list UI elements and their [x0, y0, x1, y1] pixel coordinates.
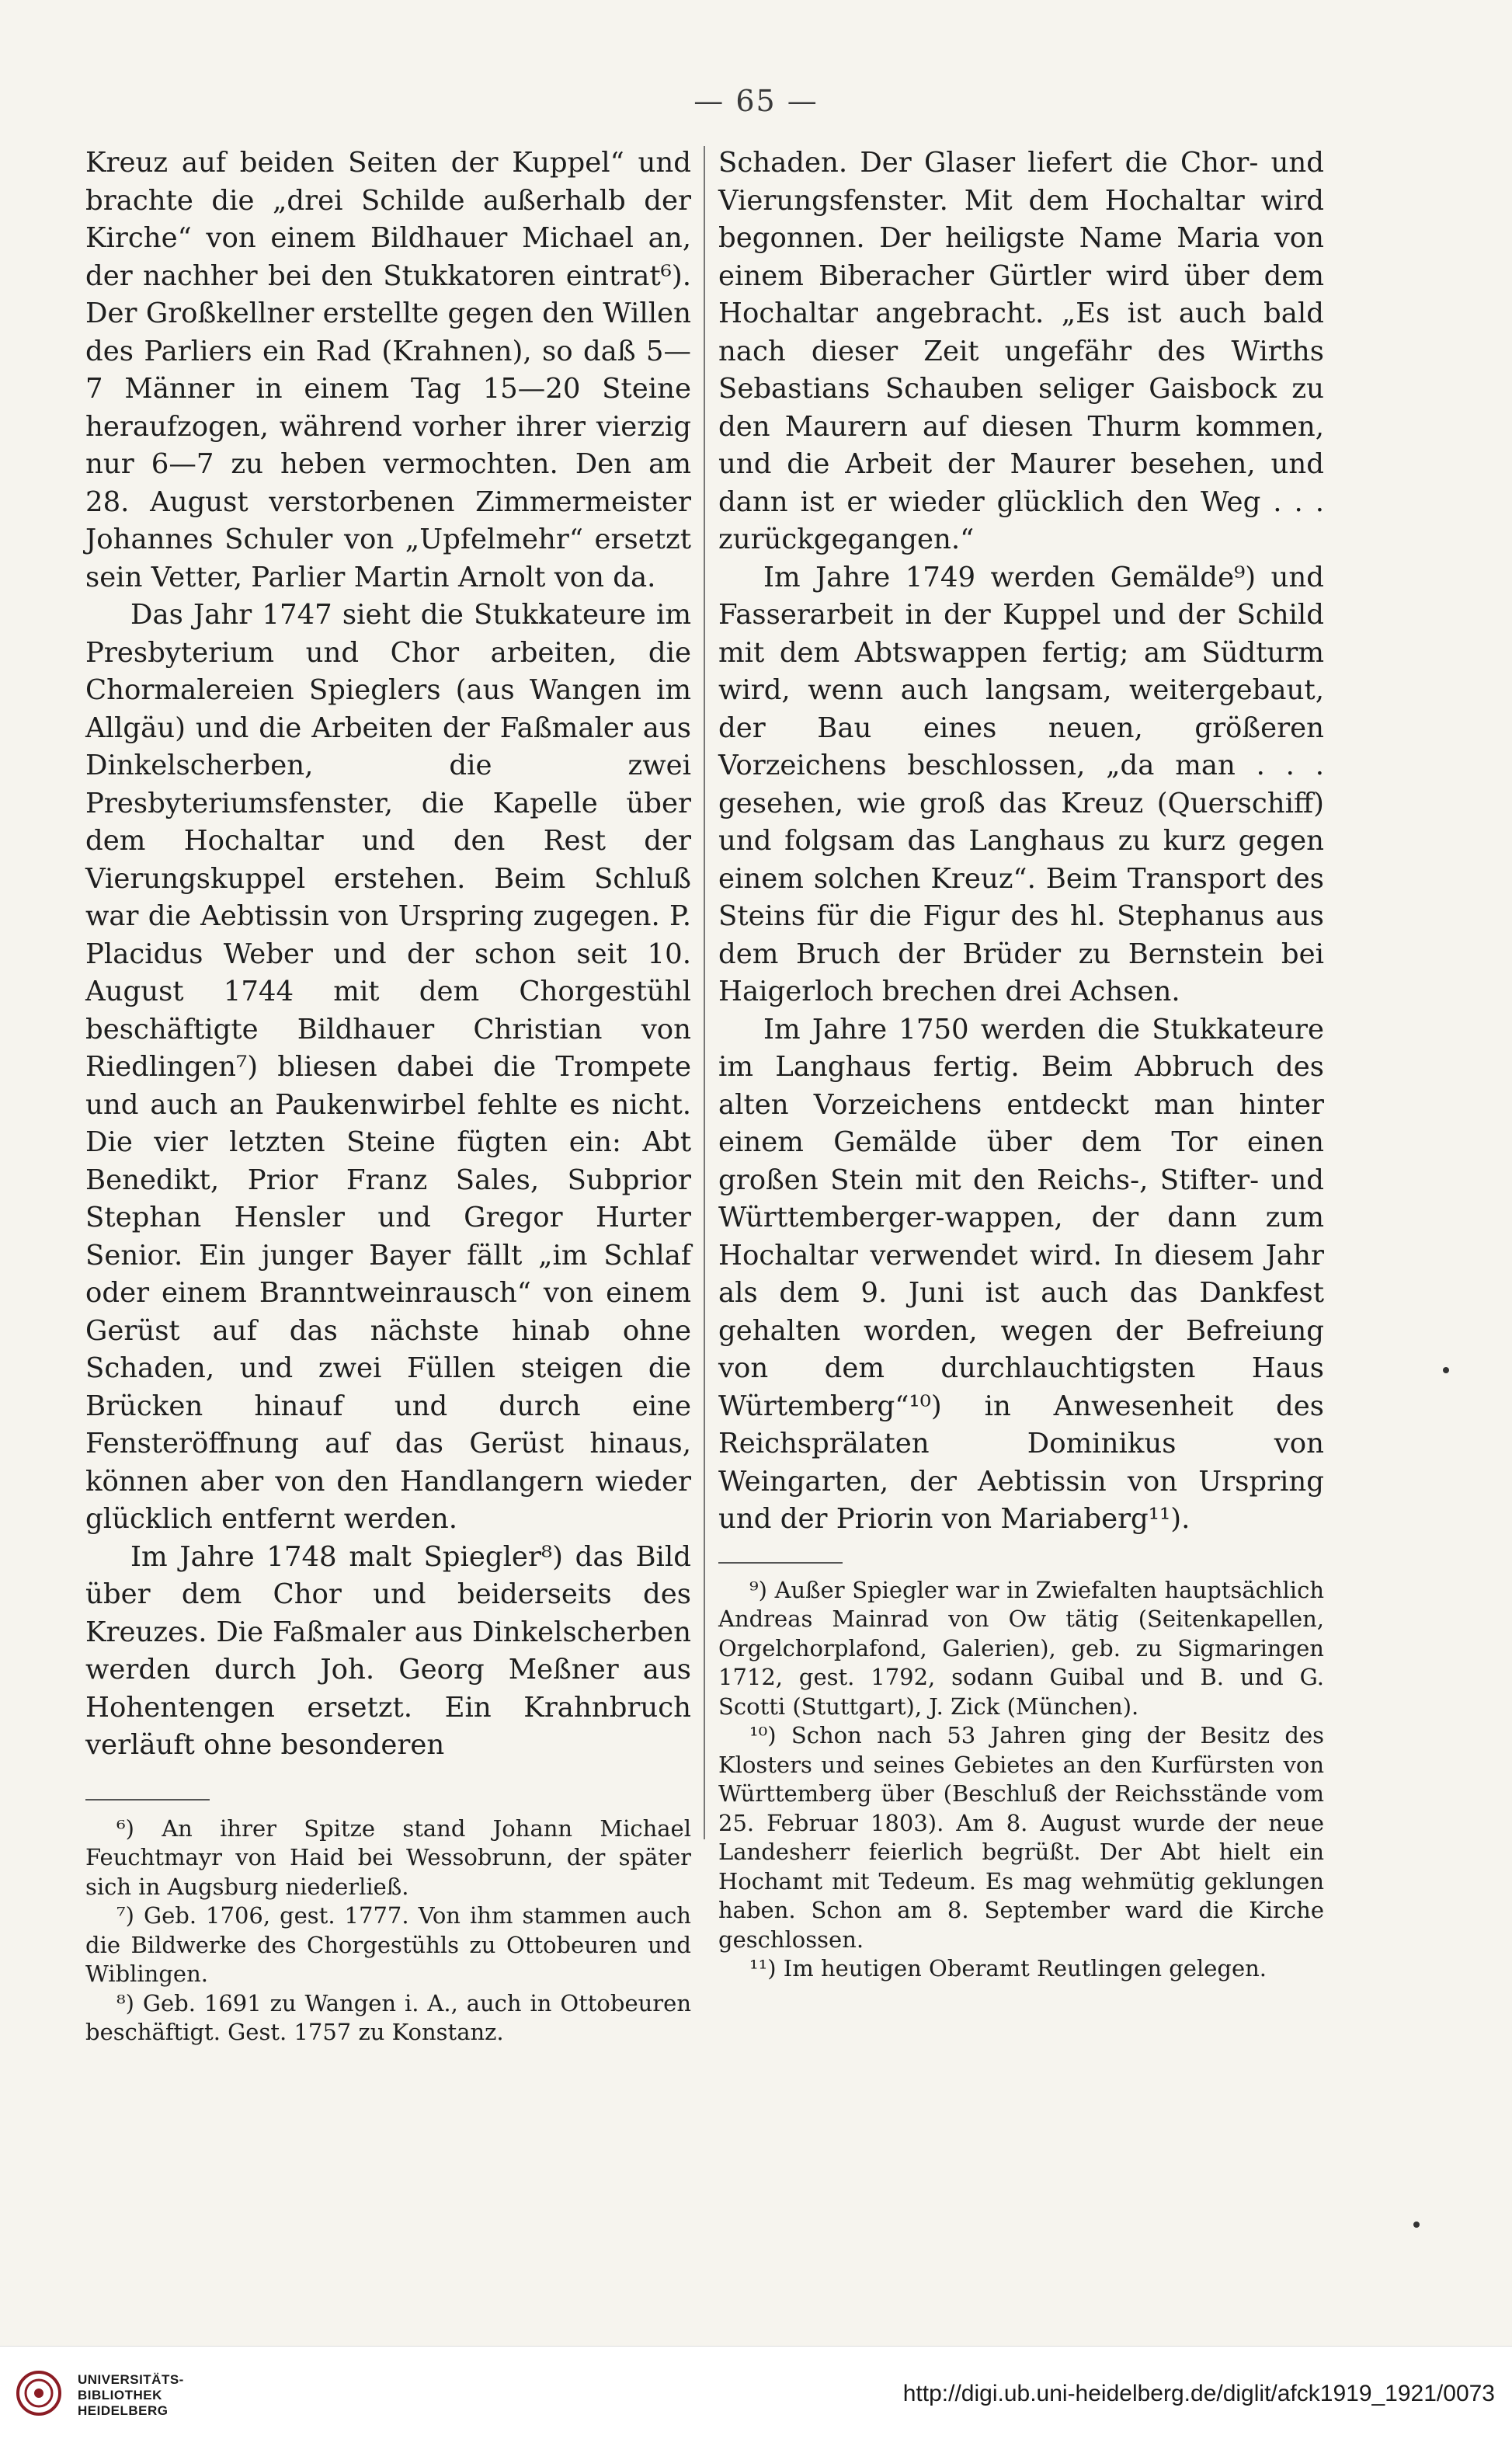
library-name-line: HEIDELBERG — [78, 2403, 169, 2418]
footnote: ¹¹) Im heutigen Oberamt Reutlingen gelegen. — [749, 1955, 1267, 1981]
scan-speck — [1443, 1367, 1449, 1373]
library-name — [78, 2372, 184, 2419]
paragraph: Im Jahre 1750 werden die Stukkateure im Langhaus fertig. Beim Abbruch des alten Vorzeichens entdeckt man hinter einem Gemälde über dem Tor einen großen Stein mit den Reichs-, Stifter- und Württemberger-wappen, der dann zum Hochaltar verwendet wird. In diesem Jahr als dem 9. Juni ist auch das Dankfest gehalten worden, wegen der Befreiung von dem durchlauchtigsten Haus Würtemberg“¹⁰) in Anwesenheit des Reichsprälaten Dominikus von Weingarten, der Aebtissin von Urspring und der Priorin von Mariaberg¹¹). — [718, 1013, 1324, 1535]
left-column — [85, 144, 691, 2048]
library-name-line: UNIVERSITÄTS- — [78, 2372, 184, 2387]
source-url-link[interactable]: http://digi.ub.uni-heidelberg.de/diglit/afck1919_1921/0073 — [902, 2381, 1495, 2406]
footnote: ⁹) Außer Spiegler war in Zwiefalten hauptsächlich Andreas Mainrad von Ow tätig (Seitenkapellen, Orgelchorplafond, Galerien), geb. zu Sigmaringen 1712, gest. 1792, sodann Guibal und B. und G. Scotti (Stuttgart), J. Zick (München). — [718, 1576, 1324, 1720]
scan-speck — [1413, 2222, 1420, 2228]
paragraph: Das Jahr 1747 sieht die Stukkateure im Presbyterium und Chor arbeiten, die Chormalereien Spieglers (aus Wangen im Allgäu) und die Arbeiten der Faßmaler aus Dinkelscherben, die zwei Presbyteriumsfenster, die Kapelle über dem Hochaltar und den Rest der Vierungskuppel erstehen. Beim Schluß war die Aebtissin von Urspring zugegen. P. Placidus Weber und der schon seit 10. August 1744 mit dem Chorgestühl beschäftigte Bildhauer Christian von Riedlingen⁷) bliesen dabei die Trompete und auch an Paukenwirbel fehlte es nicht. Die vier letzten Steine fügten ein: Abt Benedikt, Prior Franz Sales, Subprior Stephan Hensler und Gregor Hurter Senior. Ein junger Bayer fällt „im Schlaf oder einem Branntweinrausch“ von einem Gerüst auf das nächste hinab ohne Schaden, und zwei Füllen steigen die Brücken hinauf und durch eine Fensteröffnung auf das Gerüst hinaus, können aber von den Handlangern wieder glücklich entfernt werden. — [85, 599, 691, 1535]
right-column — [718, 144, 1324, 1984]
footnote: ⁸) Geb. 1691 zu Wangen i. A., auch in Ottobeuren beschäftigt. Gest. 1757 zu Konstanz. — [85, 1989, 691, 2045]
university-seal-icon — [16, 2370, 62, 2416]
paragraph: Im Jahre 1748 malt Spiegler⁸) das Bild über dem Chor und beiderseits des Kreuzes. Die Faßmaler aus Dinkelscherben werden durch Joh. Georg Meßner aus Hohentengen ersetzt. Ein Krahnbruch verläuft ohne besonderen — [85, 1540, 691, 1761]
library-name-line: BIBLIOTHEK — [78, 2388, 162, 2402]
left-body-text — [85, 144, 691, 1765]
footnote: ⁷) Geb. 1706, gest. 1777. Von ihm stammen auch die Bildwerke des Chorgestühls zu Ottobeuren und Wiblingen. — [85, 1902, 691, 1987]
paragraph: Im Jahre 1749 werden Gemälde⁹) und Fasserarbeit in der Kuppel und der Schild mit dem Abtswappen fertig; am Südturm wird, wenn auch langsam, weitergebaut, der Bau eines neuen, größeren Vorzeichens beschlossen, „da man . . . gesehen, wie groß das Kreuz (Querschiff) und folgsam das Langhaus zu kurz gegen einem solchen Kreuz“. Beim Transport des Steins für die Figur des hl. Stephanus aus dem Bruch der Brüder zu Bernstein bei Haigerloch brechen drei Achsen. — [718, 561, 1324, 1007]
footer-bar — [0, 2346, 1512, 2439]
right-body-text — [718, 144, 1324, 1539]
right-footnotes — [718, 1576, 1324, 1984]
footnote: ¹⁰) Schon nach 53 Jahren ging der Besitz des Klosters und seines Gebietes an den Kurfürsten von Württemberg über (Beschluß der Reichsstände vom 25. Februar 1803). Am 8. August wurde der neue Landesherr feierlich begrüßt. Der Abt hielt ein Hochamt mit Tedeum. Es mag wehmütig geklungen haben. Schon am 8. September ward die Kirche geschlossen. — [718, 1722, 1324, 1953]
footnote: ⁶) An ihrer Spitze stand Johann Michael Feuchtmayr von Haid bei Wessobrunn, der später sich in Augsburg niederließ. — [85, 1814, 691, 1900]
page-number: — 65 — — [693, 84, 819, 118]
paragraph: Schaden. Der Glaser liefert die Chor- und Vierungsfenster. Mit dem Hochaltar wird begonnen. Der heiligste Name Maria von einem Biberacher Gürtler wird über dem Hochaltar angebracht. „Es ist auch bald nach dieser Zeit ungefähr des Wirths Sebastians Schauben seliger Gaisbock zu den Maurern auf diesen Thurm kommen, und die Arbeit der Maurer besehen, und dann ist er wieder glücklich den Weg . . . zurückgegangen.“ — [718, 147, 1324, 555]
paragraph: Kreuz auf beiden Seiten der Kuppel“ und brachte die „drei Schilde außerhalb der Kirche“ von einem Bildhauer Michael an, der nachher bei den Stukkatoren eintrat⁶). Der Großkellner erstellte gegen den Willen des Parliers ein Rad (Krahnen), so daß 5—7 Männer in einem Tag 15—20 Steine heraufzogen, während vorher ihrer vierzig nur 6—7 zu heben vermochten. Den am 28. August verstorbenen Zimmermeister Johannes Schuler von „Upfelmehr“ ersetzt sein Vetter, Parlier Martin Arnolt von da. — [85, 147, 691, 593]
column-divider — [704, 146, 705, 1839]
left-footnotes — [85, 1814, 691, 2048]
